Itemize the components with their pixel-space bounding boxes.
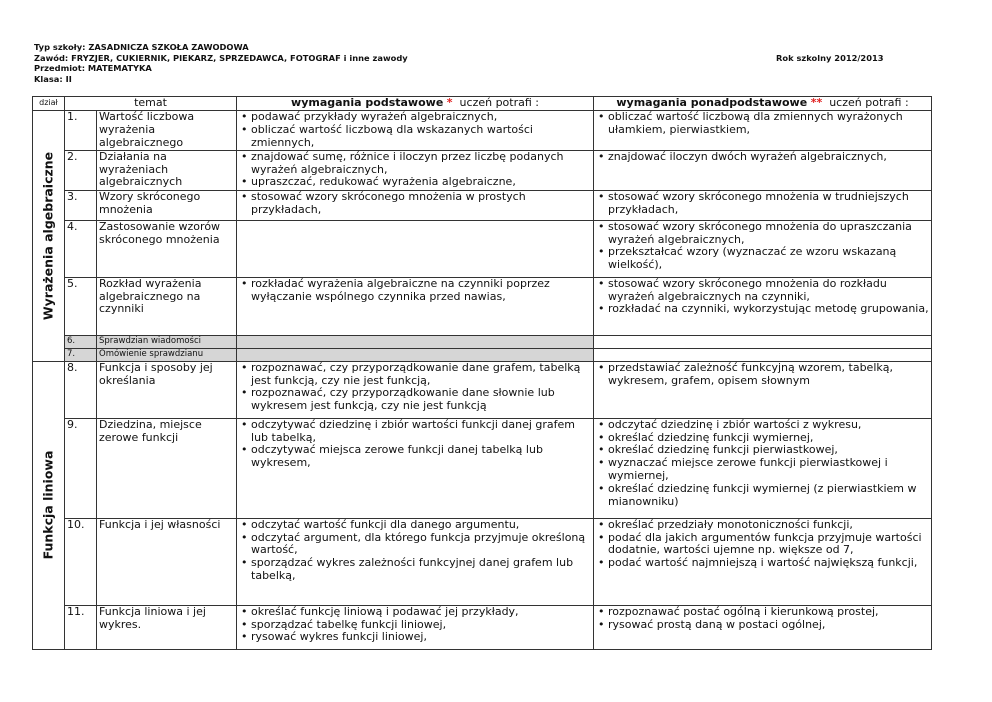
- list-item: • stosować wzory skróconego mnożenia w prostych przykładach,: [251, 191, 591, 217]
- row-number: 11.: [65, 605, 97, 649]
- list-item: • odczytywać miejsca zerowe funkcji danej tabelką lub wykresem,: [251, 444, 591, 470]
- row-basic: [237, 348, 594, 361]
- list-item: • stosować wzory skróconego mnożenia do upraszczania wyrażeń algebraicznych,: [608, 221, 929, 247]
- header-basic-rest: uczeń potrafi :: [459, 96, 539, 109]
- row-topic: Wartość liczbowa wyrażenia algebraicznego: [97, 110, 237, 150]
- adv-list: [596, 362, 929, 388]
- header-basic-title: wymagania podstawowe: [291, 96, 444, 109]
- list-item: • sporządzać tabelkę funkcji liniowej,: [251, 619, 591, 632]
- row-adv: [594, 605, 932, 649]
- adv-list: [596, 221, 929, 273]
- adv-list: [596, 519, 929, 571]
- requirements-table: [32, 96, 932, 650]
- list-item: • odczytać wartość funkcji dla danego argumentu,: [251, 519, 591, 532]
- list-item: • określać dziedzinę funkcji pierwiastkowej,: [608, 444, 929, 457]
- table-row: [33, 150, 932, 190]
- table-row: [33, 110, 932, 150]
- row-number: 3.: [65, 190, 97, 220]
- school-year: Rok szkolny 2012/2013: [776, 53, 884, 63]
- row-adv: [594, 220, 932, 277]
- list-item: • obliczać wartość liczbową dla wskazanych wartości zmiennych,: [251, 124, 591, 150]
- list-item: • podawać przykłady wyrażeń algebraicznych,: [251, 111, 591, 124]
- list-item: • określać dziedzinę funkcji wymiernej (z pierwiastkiem w mianowniku): [608, 483, 929, 509]
- row-topic: Zastosowanie wzorów skróconego mnożenia: [97, 220, 237, 277]
- table-row: [33, 605, 932, 649]
- table-row: [33, 361, 932, 418]
- row-topic: Wzory skróconego mnożenia: [97, 190, 237, 220]
- row-number: 10.: [65, 518, 97, 605]
- row-topic: Sprawdzian wiadomości: [97, 335, 237, 348]
- row-number: 5.: [65, 277, 97, 335]
- row-topic: Rozkład wyrażenia algebraicznego na czynniki: [97, 277, 237, 335]
- basic-list: [239, 606, 591, 645]
- row-basic: [237, 605, 594, 649]
- list-item: • stosować wzory skróconego mnożenia w trudniejszych przykładach,: [608, 191, 929, 217]
- header-class: Klasa: II: [34, 73, 72, 84]
- table-row: [33, 277, 932, 335]
- section-cell: [33, 361, 65, 649]
- section-title: Funkcja liniowa: [40, 450, 56, 560]
- header-dzial: dział: [33, 97, 65, 111]
- list-item: • określać przedziały monotoniczności funkcji,: [608, 519, 929, 532]
- row-basic: [237, 277, 594, 335]
- table-row: [33, 518, 932, 605]
- section-cell: [33, 110, 65, 361]
- basic-list: [239, 191, 591, 217]
- adv-list: [596, 151, 929, 164]
- row-adv: [594, 348, 932, 361]
- row-topic: Funkcja i sposoby jej określania: [97, 361, 237, 418]
- row-adv: [594, 335, 932, 348]
- section-title: Wyrażenia algebraiczne: [40, 151, 56, 320]
- list-item: • przekształcać wzory (wyznaczać ze wzoru wskazaną wielkość),: [608, 246, 929, 272]
- row-basic: [237, 335, 594, 348]
- table-row: [33, 190, 932, 220]
- list-item: • określać dziedzinę funkcji wymiernej,: [608, 432, 929, 445]
- adv-list: [596, 111, 929, 137]
- table-row: [33, 418, 932, 518]
- list-item: • określać funkcję liniową i podawać jej przykłady,: [251, 606, 591, 619]
- header-adv-rest: uczeń potrafi :: [829, 96, 909, 109]
- list-item: • odczytać argument, dla którego funkcja przyjmuje określoną wartość,: [251, 532, 591, 558]
- row-basic: [237, 150, 594, 190]
- list-item: • rysować wykres funkcji liniowej,: [251, 631, 591, 644]
- header-temat: temat: [65, 97, 237, 111]
- star-marker: *: [446, 96, 453, 109]
- row-basic: [237, 220, 594, 277]
- list-item: • rozpoznawać, czy przyporządkowanie dane słownie lub wykresem jest funkcją, czy nie jest funkcją: [251, 387, 591, 413]
- list-item: • rozpoznawać, czy przyporządkowanie dane grafem, tabelką jest funkcją, czy nie jest funkcją,: [251, 362, 591, 388]
- row-topic: Funkcja liniowa i jej wykres.: [97, 605, 237, 649]
- list-item: • obliczać wartość liczbową dla zmiennych wyrażonych ułamkiem, pierwiastkiem,: [608, 111, 929, 137]
- list-item: • znajdować iloczyn dwóch wyrażeń algebraicznych,: [608, 151, 929, 164]
- list-item: • odczytać dziedzinę i zbiór wartości z wykresu,: [608, 419, 929, 432]
- header-basic: [237, 97, 594, 111]
- row-number: 6.: [65, 335, 97, 348]
- list-item: • odczytywać dziedzinę i zbiór wartości funkcji danej grafem lub tabelką,: [251, 419, 591, 445]
- row-adv: [594, 277, 932, 335]
- list-item: • upraszczać, redukować wyrażenia algebraiczne,: [251, 176, 591, 189]
- list-item: • rysować prostą daną w postaci ogólnej,: [608, 619, 929, 632]
- row-adv: [594, 418, 932, 518]
- row-number: 2.: [65, 150, 97, 190]
- basic-list: [239, 419, 591, 471]
- list-item: • rozkładać wyrażenia algebraiczne na czynniki poprzez wyłączanie wspólnego czynnika przed nawias,: [251, 278, 591, 304]
- row-adv: [594, 518, 932, 605]
- basic-list: [239, 519, 591, 584]
- table-row: [33, 335, 932, 348]
- row-topic: Funkcja i jej własności: [97, 518, 237, 605]
- list-item: • sporządzać wykres zależności funkcyjnej danej grafem lub tabelką,: [251, 557, 591, 583]
- table-header-row: [33, 97, 932, 111]
- row-basic: [237, 190, 594, 220]
- row-adv: [594, 150, 932, 190]
- basic-list: [239, 278, 591, 304]
- table-row: [33, 220, 932, 277]
- list-item: • podać wartość najmniejszą i wartość największą funkcji,: [608, 557, 929, 570]
- row-basic: [237, 361, 594, 418]
- list-item: • rozkładać na czynniki, wykorzystując metodę grupowania,: [608, 303, 929, 316]
- row-number: 8.: [65, 361, 97, 418]
- basic-list: [239, 151, 591, 190]
- row-number: 7.: [65, 348, 97, 361]
- list-item: • stosować wzory skróconego mnożenia do rozkładu wyrażeń algebraicznych na czynniki,: [608, 278, 929, 304]
- row-topic: Omówienie sprawdzianu: [97, 348, 237, 361]
- list-item: • podać dla jakich argumentów funkcja przyjmuje wartości dodatnie, wartości ujemne np. większe od 7,: [608, 532, 929, 558]
- basic-list: [239, 111, 591, 150]
- basic-list: [239, 362, 591, 414]
- row-adv: [594, 361, 932, 418]
- list-item: • znajdować sumę, różnice i iloczyn przez liczbę podanych wyrażeń algebraicznych,: [251, 151, 591, 177]
- list-item: • rozpoznawać postać ogólną i kierunkową prostej,: [608, 606, 929, 619]
- row-topic: Dziedzina, miejsce zerowe funkcji: [97, 418, 237, 518]
- header-adv: [594, 97, 932, 111]
- row-topic: Działania na wyrażeniach algebraicznych: [97, 150, 237, 190]
- list-item: • wyznaczać miejsce zerowe funkcji pierwiastkowej i wymiernej,: [608, 457, 929, 483]
- row-number: 9.: [65, 418, 97, 518]
- row-number: 1.: [65, 110, 97, 150]
- header-school-type: Typ szkoły: ZASADNICZA SZKOŁA ZAWODOWA: [34, 42, 249, 52]
- row-basic: [237, 110, 594, 150]
- list-item: • przedstawiać zależność funkcyjną wzorem, tabelką, wykresem, grafem, opisem słownym: [608, 362, 929, 388]
- table-row: [33, 348, 932, 361]
- row-adv: [594, 190, 932, 220]
- row-adv: [594, 110, 932, 150]
- row-number: 4.: [65, 220, 97, 277]
- adv-list: [596, 191, 929, 217]
- header-subject: Przedmiot: MATEMATYKA: [34, 63, 152, 74]
- star-marker: **: [810, 96, 823, 109]
- document-header: [34, 42, 408, 84]
- adv-list: [596, 278, 929, 317]
- adv-list: [596, 606, 929, 632]
- row-basic: [237, 518, 594, 605]
- row-basic: [237, 418, 594, 518]
- header-adv-title: wymagania ponadpodstawowe: [616, 96, 808, 109]
- header-profession: Zawód: FRYZJER, CUKIERNIK, PIEKARZ, SPRZEDAWCA, FOTOGRAF i inne zawody: [34, 52, 408, 63]
- adv-list: [596, 419, 929, 509]
